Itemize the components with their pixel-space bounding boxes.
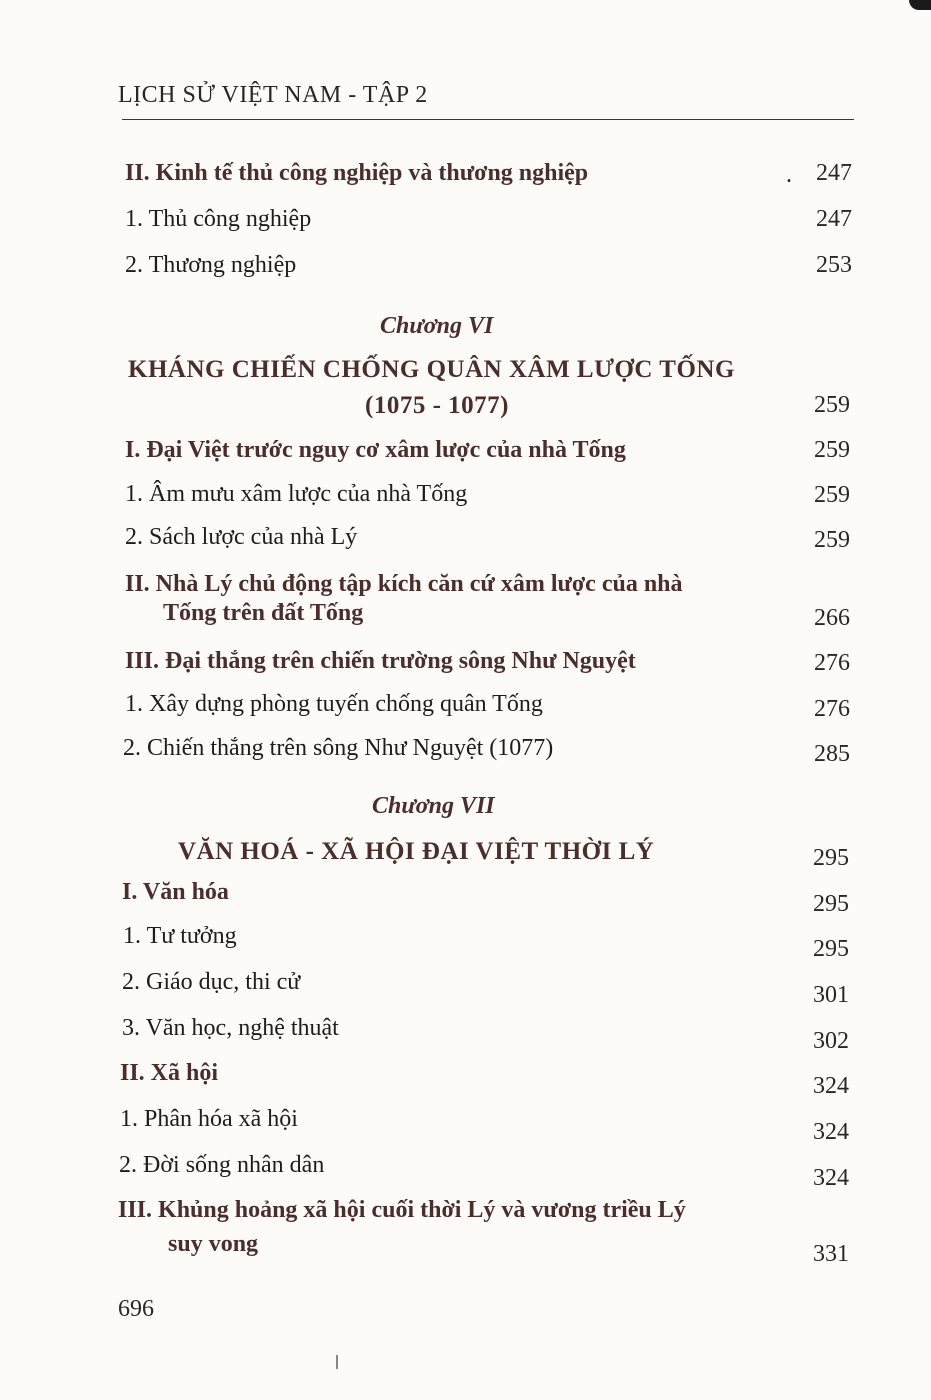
toc-entry-page: 295 bbox=[813, 891, 849, 917]
toc-entry-page: 324 bbox=[813, 1073, 849, 1099]
header-rule bbox=[122, 119, 854, 120]
toc-entry-title: 1. Thủ công nghiệp bbox=[125, 206, 312, 232]
toc-entry-page: 253 bbox=[816, 252, 852, 278]
chapter-label: Chương VII bbox=[372, 793, 495, 819]
binding-mark bbox=[336, 1355, 338, 1369]
toc-entry-title: 2. Thương nghiệp bbox=[125, 252, 297, 278]
toc-entry-title: II. Xã hội bbox=[120, 1060, 219, 1086]
toc-entry-title: 2. Chiến thắng trên sông Như Nguyệt (1077) bbox=[123, 735, 554, 761]
toc-entry-title-continued: Tống trên đất Tống bbox=[163, 600, 364, 626]
toc-entry-page: 324 bbox=[813, 1165, 849, 1191]
chapter-title: KHÁNG CHIẾN CHỐNG QUÂN XÂM LƯỢC TỐNG bbox=[128, 356, 735, 383]
chapter-title-years: (1075 - 1077) bbox=[365, 392, 509, 419]
leader-dot: . bbox=[786, 162, 792, 188]
toc-entry-page: 259 bbox=[814, 482, 850, 508]
toc-entry-title: 1. Xây dựng phòng tuyến chống quân Tống bbox=[125, 691, 543, 717]
toc-entry-title: II. Kinh tế thủ công nghiệp và thương nghiệp bbox=[125, 160, 589, 186]
running-header: LỊCH SỬ VIỆT NAM - TẬP 2 bbox=[118, 82, 428, 108]
page-edge-shadow bbox=[909, 0, 931, 10]
chapter-title: VĂN HOÁ - XÃ HỘI ĐẠI VIỆT THỜI LÝ bbox=[178, 838, 655, 865]
toc-entry-page: 259 bbox=[814, 437, 850, 463]
toc-entry-page: 247 bbox=[816, 206, 852, 232]
toc-entry-page: 295 bbox=[813, 936, 849, 962]
toc-entry-title: 2. Đời sống nhân dân bbox=[119, 1152, 325, 1178]
toc-entry-page: 266 bbox=[814, 605, 850, 631]
toc-entry-page: 302 bbox=[813, 1028, 849, 1054]
toc-entry-title: 1. Âm mưu xâm lược của nhà Tống bbox=[125, 481, 468, 507]
toc-entry-title: 1. Phân hóa xã hội bbox=[120, 1106, 298, 1132]
toc-entry-page: 324 bbox=[813, 1119, 849, 1145]
toc-entry-page: 301 bbox=[813, 982, 849, 1008]
toc-entry-title: III. Khủng hoảng xã hội cuối thời Lý và vương triều Lý bbox=[118, 1197, 686, 1223]
chapter-page: 259 bbox=[814, 392, 850, 418]
toc-entry-title: 3. Văn học, nghệ thuật bbox=[122, 1015, 339, 1041]
toc-entry-title: I. Đại Việt trước nguy cơ xâm lược của nhà Tống bbox=[125, 437, 626, 463]
chapter-label: Chương VI bbox=[380, 313, 494, 339]
toc-entry-page: 276 bbox=[814, 650, 850, 676]
toc-entry-title: 2. Giáo dục, thi cử bbox=[122, 969, 301, 995]
toc-entry-title: II. Nhà Lý chủ động tập kích căn cứ xâm lược của nhà bbox=[125, 571, 683, 597]
toc-entry-page: 259 bbox=[814, 527, 850, 553]
toc-entry-page: 331 bbox=[813, 1241, 849, 1267]
toc-entry-title: I. Văn hóa bbox=[122, 879, 229, 905]
chapter-page: 295 bbox=[813, 845, 849, 871]
page-number: 696 bbox=[118, 1296, 154, 1322]
toc-entry-page: 247 bbox=[816, 160, 852, 186]
toc-entry-title-continued: suy vong bbox=[168, 1231, 259, 1257]
toc-entry-title: 2. Sách lược của nhà Lý bbox=[125, 524, 358, 550]
toc-entry-page: 276 bbox=[814, 696, 850, 722]
toc-entry-title: 1. Tư tưởng bbox=[123, 923, 237, 949]
toc-entry-page: 285 bbox=[814, 741, 850, 767]
toc-entry-title: III. Đại thắng trên chiến trường sông Như Nguyệt bbox=[125, 648, 636, 674]
